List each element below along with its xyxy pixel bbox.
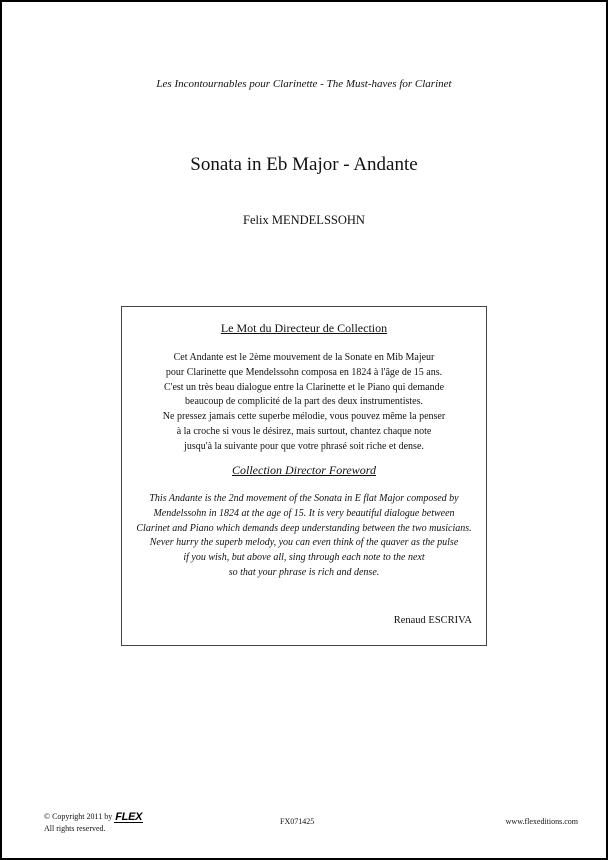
series-title: Les Incontournables pour Clarinette - The Must-haves for Clarinet — [156, 78, 452, 90]
signature: Renaud ESCRIVA — [393, 615, 472, 626]
flex-logo: FLEX — [115, 810, 143, 823]
french-foreword-line: jusqu'à la suivante pour que votre phrasé soit riche et dense. — [184, 440, 424, 452]
french-foreword-line: Cet Andante est le 2ème mouvement de la Sonate en Mib Majeur — [173, 352, 435, 363]
english-foreword-line: if you wish, but above all, sing through each note to the next — [183, 552, 425, 564]
copyright-notice — [44, 811, 143, 835]
catalog-code: FX071425 — [280, 817, 315, 826]
french-foreword-line: beaucoup de complicité de la part des deux instrumentistes. — [185, 396, 423, 408]
french-foreword-heading: Le Mot du Directeur de Collection — [220, 321, 388, 335]
english-foreword-heading: Collection Director Foreword — [232, 463, 376, 477]
copyright-text: © Copyright 2011 by — [44, 812, 113, 821]
english-foreword-line: Mendelssohn in 1824 at the age of 15. It is very beautiful dialogue between — [153, 507, 455, 519]
french-foreword-text — [122, 351, 486, 455]
composer-name: Felix MENDELSSOHN — [243, 213, 365, 227]
french-foreword-line: à la croche si vous le désirez, mais surtout, chantez chaque note — [176, 425, 432, 437]
rights-text: All rights reserved. — [44, 824, 106, 833]
english-foreword-line: This Andante is the 2nd movement of the Sonata in E flat Major composed by — [149, 493, 459, 504]
french-foreword-line: Ne pressez jamais cette superbe mélodie, vous pouvez même la penser — [162, 411, 446, 423]
piece-title: Sonata in Eb Major - Andante — [190, 154, 418, 175]
french-foreword-line: pour Clarinette que Mendelssohn composa en 1824 à l'âge de 15 ans. — [165, 366, 443, 378]
french-foreword-line: C'est un très beau dialogue entre la Clarinette et le Piano qui demande — [163, 381, 445, 393]
english-foreword-line: Clarinet and Piano which demands deep understanding between the two musicians. — [136, 522, 472, 534]
english-foreword-line: Never hurry the superb melody, you can even think of the quaver as the pulse — [149, 537, 459, 549]
english-foreword-text — [122, 492, 486, 581]
foreword-box — [121, 306, 487, 646]
publisher-website: www.flexeditions.com — [505, 817, 578, 826]
english-foreword-line: so that your phrase is rich and dense. — [228, 566, 380, 578]
